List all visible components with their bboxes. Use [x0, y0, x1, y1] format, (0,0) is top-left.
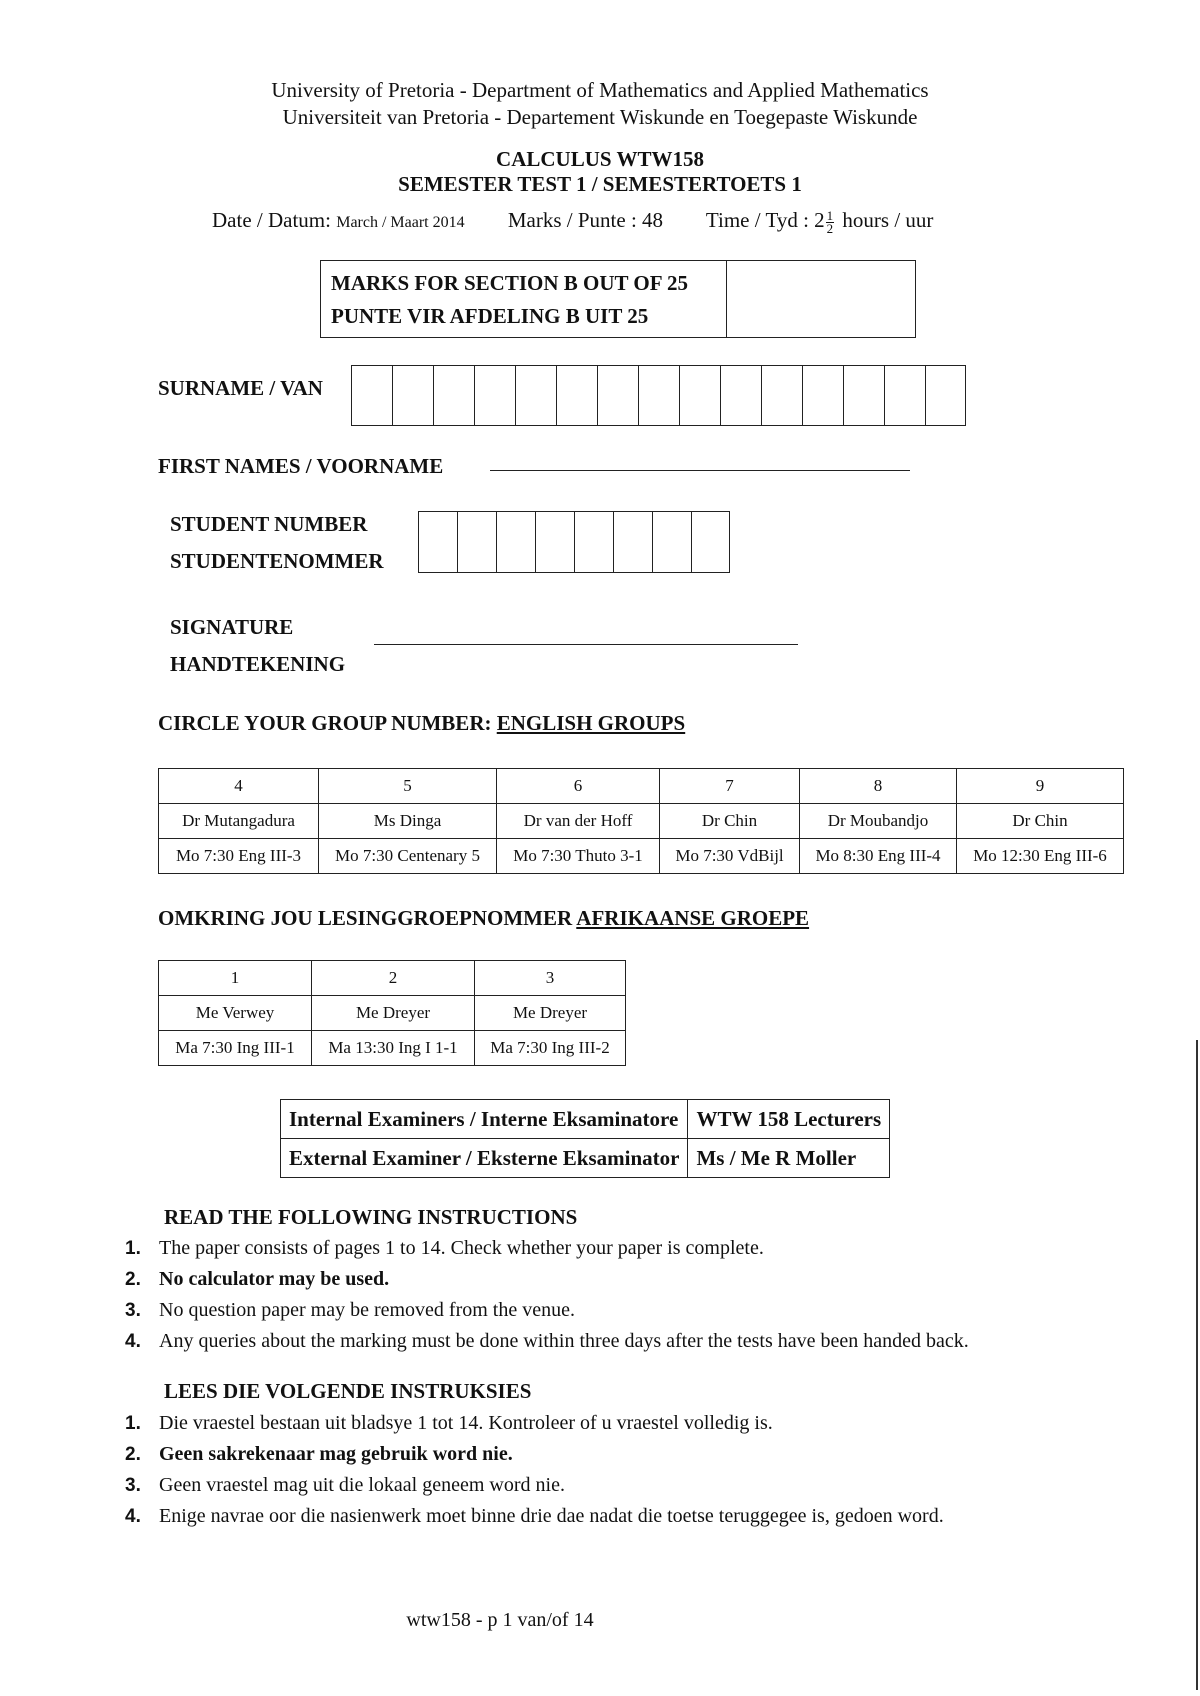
- surname-char-box[interactable]: [515, 365, 556, 426]
- student-number-label-en: STUDENT NUMBER: [170, 512, 368, 536]
- group-number-cell[interactable]: 9: [957, 769, 1124, 804]
- signature-label-af: HANDTEKENING: [170, 652, 346, 676]
- instruction-item: [125, 1326, 1185, 1357]
- english-groups-heading: [158, 710, 685, 736]
- test-title: SEMESTER TEST 1 / SEMESTERTOETS 1: [398, 172, 802, 196]
- instruction-text: Die vraestel bestaan uit bladsye 1 tot 14. Kontroleer of u vraestel volledig is.: [159, 1412, 773, 1434]
- instruction-number: 2.: [125, 1269, 141, 1290]
- instructions-list-en: [125, 1233, 1185, 1357]
- group-lecturer-cell: Me Dreyer: [475, 996, 626, 1031]
- group-lecturer-row: [159, 804, 1124, 839]
- internal-examiners-label: Internal Examiners / Interne Eksaminatore: [281, 1100, 688, 1139]
- time-fraction-numerator: 1: [826, 207, 834, 223]
- instruction-text: Any queries about the marking must be done within three days after the tests have been handed back.: [159, 1330, 969, 1352]
- group-lecturer-cell: Ms Dinga: [319, 804, 497, 839]
- instruction-item: [125, 1295, 1185, 1326]
- surname-char-box[interactable]: [679, 365, 720, 426]
- time-label: Time / Tyd : 2: [705, 208, 825, 232]
- afrikaans-groups-heading: [158, 905, 809, 931]
- instruction-number: 1.: [125, 1413, 141, 1434]
- instruction-text: No calculator may be used.: [159, 1268, 390, 1290]
- course-title: CALCULUS WTW158: [496, 147, 704, 171]
- instruction-item: [125, 1233, 1185, 1264]
- instruction-item: [125, 1501, 1185, 1532]
- student-number-boxes[interactable]: [418, 511, 730, 573]
- group-number-cell[interactable]: 7: [660, 769, 800, 804]
- group-number-row: [159, 769, 1124, 804]
- english-groups-table: [158, 768, 1124, 874]
- english-groups-title: ENGLISH GROUPS: [496, 711, 686, 735]
- signature-label-en: SIGNATURE: [170, 615, 294, 639]
- instruction-number: 1.: [125, 1238, 141, 1259]
- instruction-number: 3.: [125, 1475, 141, 1496]
- surname-char-box[interactable]: [802, 365, 843, 426]
- afrikaans-groups-table: [158, 960, 626, 1066]
- instruction-item: [125, 1408, 1185, 1439]
- instruction-text: Enige navrae oor die nasienwerk moet binne drie dae nadat die toetse teruggegee is, gedoen word.: [159, 1505, 944, 1527]
- instruction-item: [125, 1264, 1185, 1295]
- group-time-cell: Mo 12:30 Eng III-6: [957, 839, 1124, 874]
- external-examiner-label: External Examiner / Eksterne Eksaminator: [281, 1139, 688, 1178]
- instruction-number: 2.: [125, 1444, 141, 1465]
- instruction-text: Geen sakrekenaar mag gebruik word nie.: [159, 1443, 513, 1465]
- group-lecturer-cell: Dr van der Hoff: [497, 804, 660, 839]
- afrikaans-groups-title: AFRIKAANSE GROEPE: [576, 906, 810, 930]
- instruction-number: 4.: [125, 1506, 141, 1527]
- group-lecturer-cell: Dr Chin: [660, 804, 800, 839]
- surname-char-box[interactable]: [392, 365, 433, 426]
- external-examiner-row: [281, 1139, 890, 1178]
- group-number-cell[interactable]: 2: [312, 961, 475, 996]
- marks-total: Marks / Punte : 48: [507, 208, 664, 232]
- group-time-cell: Mo 7:30 Eng III-3: [159, 839, 319, 874]
- group-number-cell[interactable]: 8: [800, 769, 957, 804]
- instruction-text: Geen vraestel mag uit die lokaal geneem word nie.: [159, 1474, 565, 1496]
- surname-char-box[interactable]: [720, 365, 761, 426]
- external-examiner-value: Ms / Me R Moller: [688, 1139, 890, 1178]
- group-time-cell: Mo 7:30 VdBijl: [660, 839, 800, 874]
- surname-char-box[interactable]: [925, 365, 966, 426]
- surname-char-box[interactable]: [474, 365, 515, 426]
- test-meta-row: [212, 207, 1032, 236]
- time-unit: hours / uur: [842, 208, 934, 232]
- group-lecturer-cell: Dr Mutangadura: [159, 804, 319, 839]
- student-number-char-box[interactable]: [574, 511, 613, 573]
- surname-char-box[interactable]: [884, 365, 925, 426]
- group-number-cell[interactable]: 4: [159, 769, 319, 804]
- surname-label: SURNAME / VAN: [158, 376, 323, 400]
- group-lecturer-cell: Dr Chin: [957, 804, 1124, 839]
- time-fraction: [826, 207, 835, 236]
- surname-char-box[interactable]: [638, 365, 679, 426]
- internal-examiners-row: [281, 1100, 890, 1139]
- group-number-cell[interactable]: 1: [159, 961, 312, 996]
- group-time-row: [159, 839, 1124, 874]
- student-number-label-af: STUDENTENOMMER: [170, 549, 384, 573]
- instructions-list-af: [125, 1408, 1185, 1532]
- instruction-text: The paper consists of pages 1 to 14. Check whether your paper is complete.: [159, 1237, 764, 1259]
- student-number-char-box[interactable]: [496, 511, 535, 573]
- instructions-title-af: LEES DIE VOLGENDE INSTRUKSIES: [164, 1379, 532, 1403]
- instruction-item: [125, 1439, 1185, 1470]
- surname-char-box[interactable]: [433, 365, 474, 426]
- first-names-input-line[interactable]: [490, 470, 910, 471]
- marks-box-label-af: PUNTE VIR AFDELING B UIT 25: [331, 304, 649, 328]
- group-time-cell: Mo 8:30 Eng III-4: [800, 839, 957, 874]
- group-time-cell: Ma 7:30 Ing III-2: [475, 1031, 626, 1066]
- student-number-char-box[interactable]: [535, 511, 574, 573]
- surname-char-box[interactable]: [556, 365, 597, 426]
- university-name-af: Universiteit van Pretoria - Departement Wiskunde en Toegepaste Wiskunde: [282, 105, 918, 129]
- instructions-title-en: READ THE FOLLOWING INSTRUCTIONS: [164, 1205, 578, 1229]
- instruction-text: No question paper may be removed from the venue.: [159, 1299, 575, 1321]
- group-time-cell: Mo 7:30 Centenary 5: [319, 839, 497, 874]
- group-time-cell: Ma 13:30 Ing I 1-1: [312, 1031, 475, 1066]
- marks-section-b-box: [320, 260, 916, 338]
- student-number-char-box[interactable]: [457, 511, 496, 573]
- instruction-item: [125, 1470, 1185, 1501]
- student-number-char-box[interactable]: [613, 511, 652, 573]
- instruction-number: 4.: [125, 1331, 141, 1352]
- marks-box-label: [321, 261, 727, 337]
- signature-input-line[interactable]: [374, 644, 798, 645]
- group-number-cell[interactable]: 3: [475, 961, 626, 996]
- group-lecturer-row: [159, 996, 626, 1031]
- group-lecturer-cell: Dr Moubandjo: [800, 804, 957, 839]
- afrikaans-groups-instruction: OMKRING JOU LESINGGROEPNOMMER: [158, 906, 577, 930]
- page-footer: wtw158 - p 1 van/of 14: [406, 1609, 594, 1631]
- surname-char-box[interactable]: [597, 365, 638, 426]
- group-time-cell: Mo 7:30 Thuto 3-1: [497, 839, 660, 874]
- first-names-label: FIRST NAMES / VOORNAME: [158, 454, 444, 478]
- surname-boxes[interactable]: [351, 365, 966, 426]
- group-time-cell: Ma 7:30 Ing III-1: [159, 1031, 312, 1066]
- student-number-char-box[interactable]: [418, 511, 457, 573]
- instruction-number: 3.: [125, 1300, 141, 1321]
- date-value: March / Maart 2014: [336, 214, 465, 231]
- examiners-table: [280, 1099, 890, 1178]
- scan-edge-rule: [1196, 1040, 1198, 1690]
- surname-char-box[interactable]: [351, 365, 392, 426]
- internal-examiners-value: WTW 158 Lecturers: [688, 1100, 890, 1139]
- university-name-en: University of Pretoria - Department of Mathematics and Applied Mathematics: [271, 78, 929, 102]
- time-fraction-denominator: 2: [826, 220, 834, 236]
- date-label: Date / Datum:: [212, 208, 331, 232]
- group-time-row: [159, 1031, 626, 1066]
- student-number-char-box[interactable]: [691, 511, 730, 573]
- group-number-row: [159, 961, 626, 996]
- group-lecturer-cell: Me Dreyer: [312, 996, 475, 1031]
- group-number-cell[interactable]: 6: [497, 769, 660, 804]
- english-groups-instruction: CIRCLE YOUR GROUP NUMBER:: [158, 711, 497, 735]
- group-lecturer-cell: Me Verwey: [159, 996, 312, 1031]
- group-number-cell[interactable]: 5: [319, 769, 497, 804]
- surname-char-box[interactable]: [761, 365, 802, 426]
- surname-char-box[interactable]: [843, 365, 884, 426]
- marks-box-label-en: MARKS FOR SECTION B OUT OF 25: [331, 271, 689, 295]
- student-number-char-box[interactable]: [652, 511, 691, 573]
- marks-box-input[interactable]: [727, 261, 915, 337]
